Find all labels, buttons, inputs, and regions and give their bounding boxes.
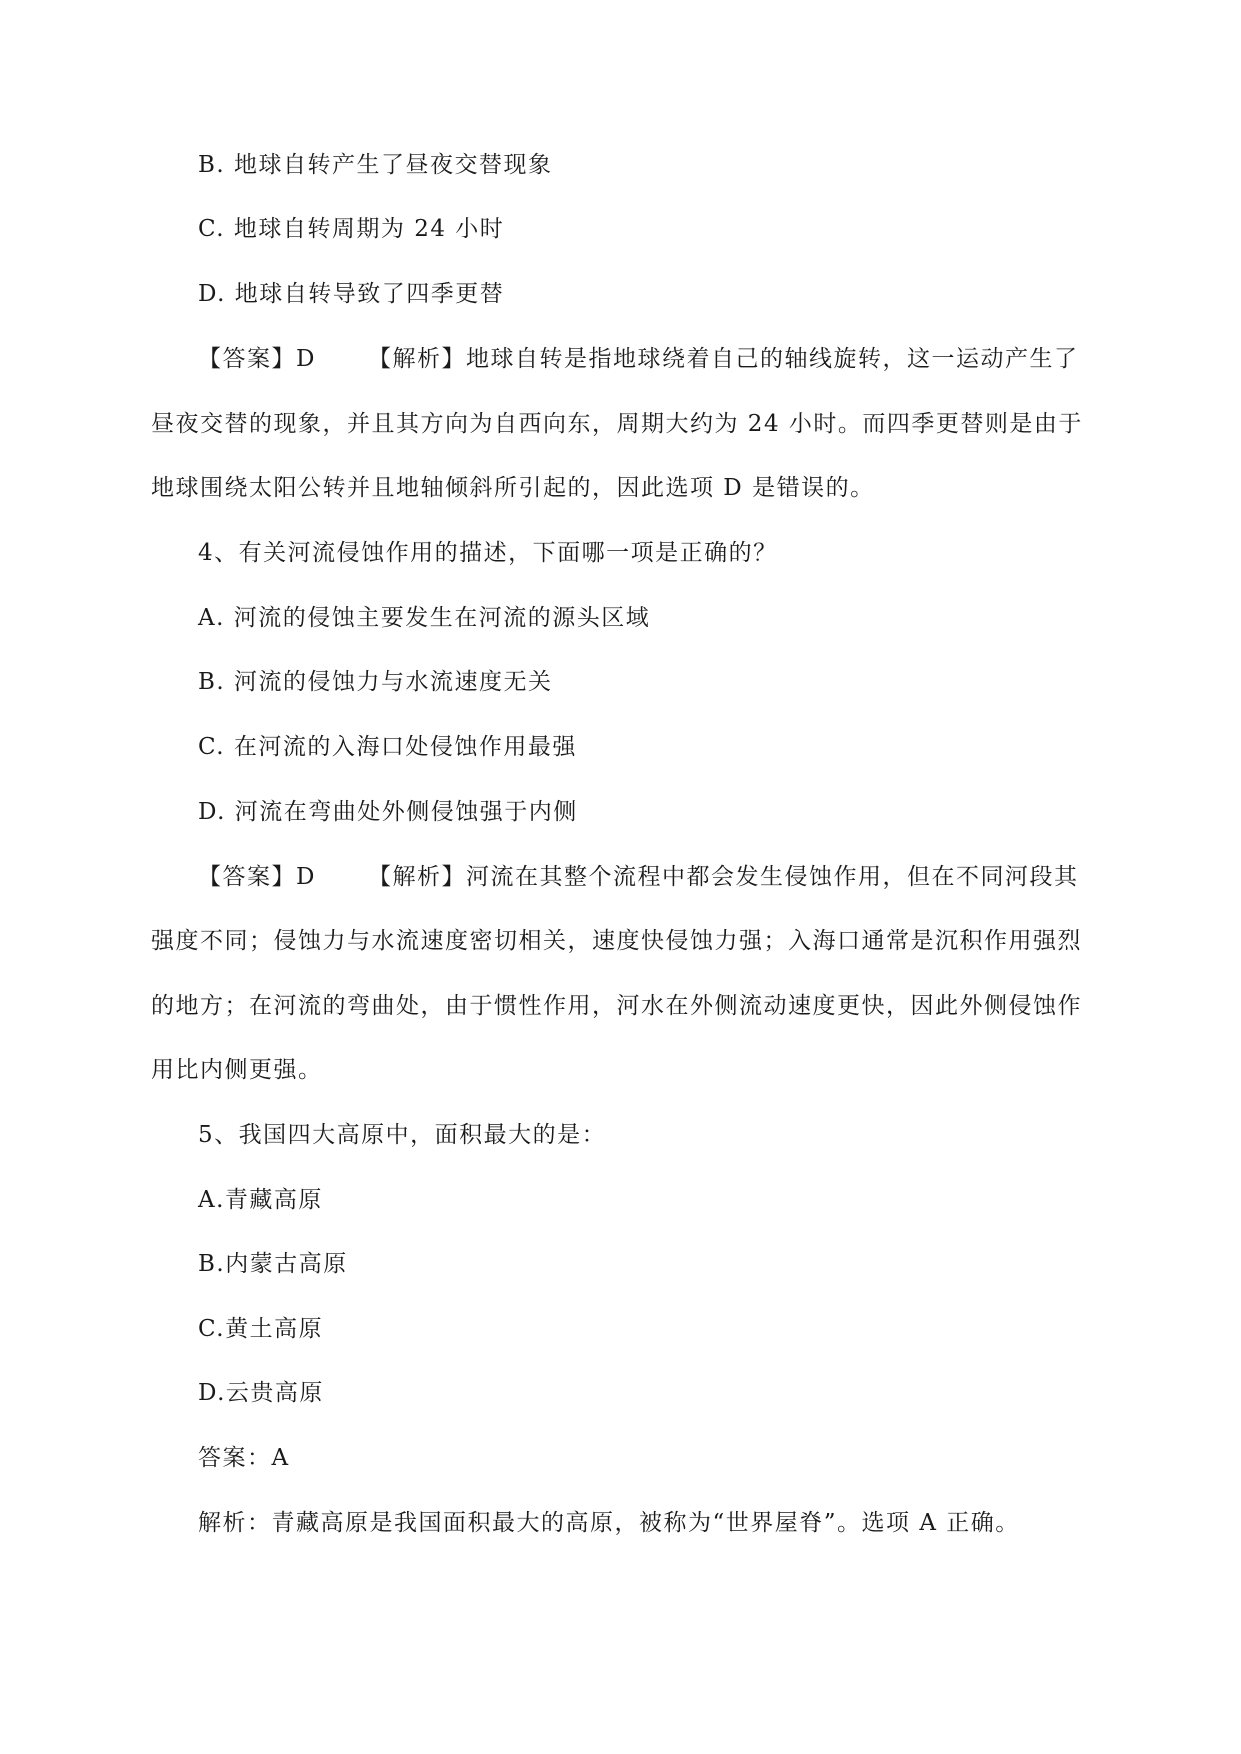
q5-option-b: B.内蒙古高原 <box>198 1251 348 1277</box>
q4-answer-line <box>198 862 1078 892</box>
q5-option-c: C.黄土高原 <box>198 1316 324 1342</box>
q3-option-d: D. 地球自转导致了四季更替 <box>198 281 505 307</box>
q4-analysis-line-4: 用比内侧更强。 <box>151 1057 323 1083</box>
q4-option-a: A. 河流的侵蚀主要发生在河流的源头区域 <box>198 605 651 631</box>
q3-answer-line <box>198 344 1078 374</box>
q3-option-c: C. 地球自转周期为 24 小时 <box>198 216 505 242</box>
q5-analysis: 解析：青藏高原是我国面积最大的高原，被称为“世界屋脊”。选项 A 正确。 <box>198 1510 1020 1536</box>
q4-option-b: B. 河流的侵蚀力与水流速度无关 <box>198 669 553 695</box>
q4-analysis-first: 【解析】河流在其整个流程中都会发生侵蚀作用，但在不同河段其 <box>367 864 1079 890</box>
q5-question: 5、我国四大高原中，面积最大的是： <box>198 1122 607 1148</box>
q4-option-c: C. 在河流的入海口处侵蚀作用最强 <box>198 734 577 760</box>
q4-option-d: D. 河流在弯曲处外侧侵蚀强于内侧 <box>198 799 578 825</box>
q3-answer-label: 【答案】D <box>198 346 316 372</box>
q3-option-b: B. 地球自转产生了昼夜交替现象 <box>198 152 553 178</box>
q4-answer-label: 【答案】D <box>198 864 316 890</box>
q4-question: 4、有关河流侵蚀作用的描述，下面哪一项是正确的？ <box>198 540 778 566</box>
q4-analysis-line-3: 的地方；在河流的弯曲处，由于惯性作用，河水在外侧流动速度更快，因此外侧侵蚀作 <box>151 993 1082 1019</box>
q4-analysis-line-2: 强度不同；侵蚀力与水流速度密切相关，速度快侵蚀力强；入海口通常是沉积作用强烈 <box>151 928 1082 954</box>
q5-answer: 答案：A <box>198 1445 290 1471</box>
q3-analysis-first: 【解析】地球自转是指地球绕着自己的轴线旋转，这一运动产生了 <box>367 346 1079 372</box>
q3-analysis-line-2: 昼夜交替的现象，并且其方向为自西向东，周期大约为 24 小时。而四季更替则是由于 <box>151 411 1083 437</box>
q5-option-a: A.青藏高原 <box>198 1187 323 1213</box>
q5-option-d: D.云贵高原 <box>198 1380 324 1406</box>
q3-analysis-line-3: 地球围绕太阳公转并且地轴倾斜所引起的，因此选项 D 是错误的。 <box>151 475 875 501</box>
